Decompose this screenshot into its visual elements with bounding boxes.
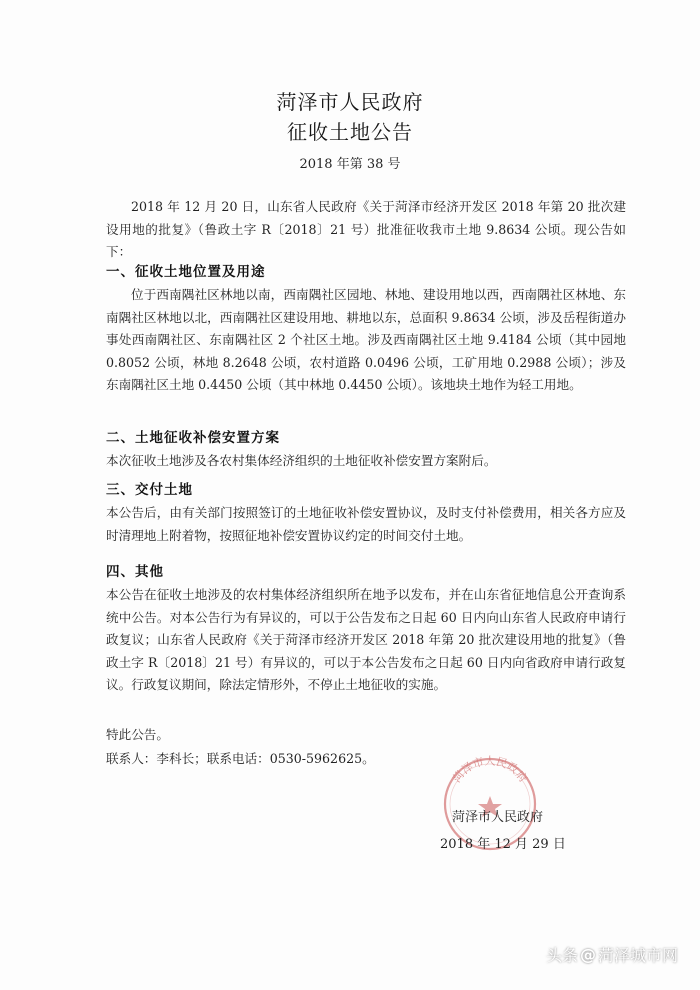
svg-text:菏泽市人民政府: 菏泽市人民政府 [450,754,530,785]
document-title-issuer: 菏泽市人民政府 [276,90,424,114]
document-number: 2018 年第 38 号 [299,157,401,172]
contact-line: 联系人：李科长；联系电话：0530-5962625。 [106,751,375,766]
section-heading-3: 三、交付土地 [106,482,193,498]
issuer-signature: 菏泽市人民政府 [452,810,544,825]
section-body-1: 位于西南隅社区林地以南，西南隅社区园地、林地、建设用地以西，西南隅社区林地、东南隅社区林地以北，西南隅社区建设用地、耕地以东，总面积 9.8634 公顷，涉及岳程街道办事处西南隅社区、东南隅社区 2 个社区土地。涉及西南隅社区土地 9.4184 公顷（其中园地 0.8052 公顷，林地 8.2648 公顷，农村道路 0.0496 公顷，工矿用地 0.2988 公顷）；涉及东南隅社区土地 0.4450 公顷（其中林地 0.4450 公顷）。该地块土地作为轻工用地。 [106,287,626,392]
source-watermark [546,943,678,966]
watermark-prefix: 头条 [545,946,578,965]
section-heading-4: 四、其他 [106,564,164,580]
section-body-2: 本次征收土地涉及各农村集体经济组织的土地征收补偿安置方案附后。 [106,453,497,468]
document-title-subject: 征收土地公告 [287,120,413,144]
section-heading-2: 二、土地征收补偿安置方案 [106,430,280,446]
special-notice: 特此公告。 [106,727,169,742]
section-heading-1: 一、征收土地位置及用途 [106,264,266,280]
intro-paragraph: 2018 年 12 月 20 日，山东省人民政府《关于菏泽市经济开发区 2018 年第 20 批次建设用地的批复》（鲁政土字 R〔2018〕21 号）批准征收我市土地 9.8634 公顷。现公告如下： [106,199,626,259]
section-body-3: 本公告后，由有关部门按照签订的土地征收补偿安置协议，及时支付补偿费用，相关各方应及时清理地上附着物，按照征地补偿安置协议约定的时间交付土地。 [106,505,626,543]
at-icon: @ [579,945,596,964]
issue-date: 2018 年 12 月 29 日 [440,837,566,852]
watermark-account: 菏泽城市网 [597,946,678,965]
section-body-4: 本公告在征收土地涉及的农村集体经济组织所在地予以发布，并在山东省征地信息公开查询系统中公告。对本公告行为有异议的，可以于公告发布之日起 60 日内向山东省人民政府申请行政复议；山东省人民政府《关于菏泽市经济开发区 2018 年第 20 批次建设用地的批复》（鲁政土字 R〔2018〕21 号）有异议的，可以于本公告发布之日起 60 日内向省政府申请行政复议。行政复议期间，除法定情形外，不停止土地征收的实施。 [106,587,626,692]
